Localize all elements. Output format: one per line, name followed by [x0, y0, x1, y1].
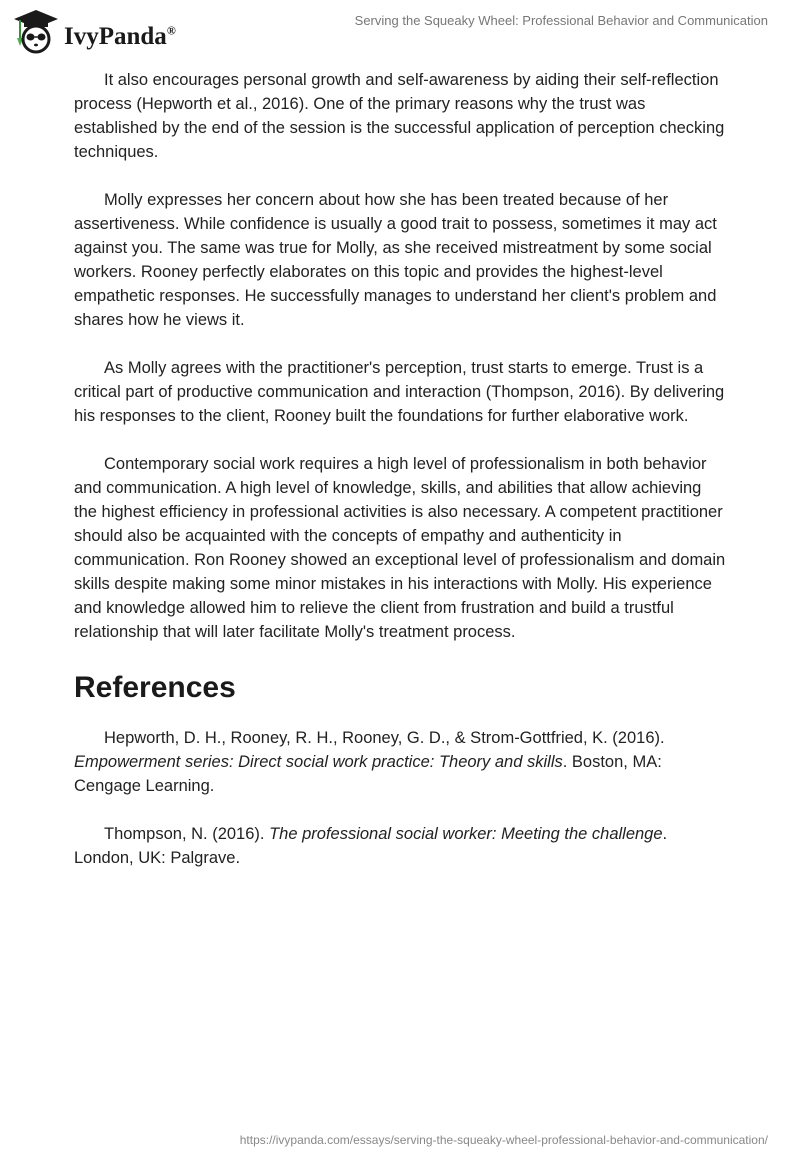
registered-mark: ® — [166, 23, 176, 38]
panda-graduate-icon — [12, 8, 60, 54]
body-paragraph: It also encourages personal growth and self-awareness by aiding their self-reflection process (Hepworth et al., 2016). One of the primary reasons why the trust was established by the end of the session is the successful application of perception checking techniques. — [74, 71, 725, 161]
reference-item — [74, 726, 726, 798]
reference-title: The professional social worker: Meeting the challenge — [269, 825, 663, 843]
references-heading: References — [74, 671, 236, 704]
reference-title: Empowerment series: Direct social work practice: Theory and skills — [74, 753, 563, 771]
page-header — [0, 0, 800, 60]
reference-publisher: . London, UK: Palgrave. — [74, 825, 668, 867]
essay-content — [74, 68, 726, 894]
ivypanda-logo[interactable] — [12, 8, 176, 54]
reference-publisher: . Boston, MA: Cengage Learning. — [74, 753, 662, 795]
reference-authors: Thompson, N. (2016). — [104, 825, 270, 843]
reference-authors: Hepworth, D. H., Rooney, R. H., Rooney, G. D., & Strom-Gottfried, K. (2016). — [104, 729, 665, 747]
logo-text — [64, 23, 176, 51]
logo-wordmark: IvyPanda — [64, 23, 167, 50]
body-paragraph: Molly expresses her concern about how she has been treated because of her assertiveness. While confidence is usually a good trait to possess, sometimes it may act against you. The same was true for Molly, as she received mistreatment by some social workers. Rooney perfectly elaborates on this topic and provides the highest-level empathetic responses. He successfully manages to understand her client's problem and shares how he views it. — [74, 191, 717, 329]
body-paragraph: Contemporary social work requires a high level of professionalism in both behavior and communication. A high level of knowledge, skills, and abilities that allow achieving the highest efficiency in professional activities is also necessary. A competent practitioner should also be acquainted with the concepts of empathy and authenticity in communication. Ron Rooney showed an exceptional level of professionalism and domain skills despite making some minor mistakes in his interactions with Molly. His experience and knowledge allowed him to relieve the client from frustration and build a trustful relationship that will later facilitate Molly's treatment process. — [74, 455, 726, 641]
document-title: Serving the Squeaky Wheel: Professional Behavior and Communication — [354, 13, 768, 28]
source-url-link[interactable]: https://ivypanda.com/essays/serving-the-squeaky-wheel-professional-behavior-and-communication/ — [239, 1133, 768, 1147]
reference-item — [74, 822, 726, 870]
body-paragraph: As Molly agrees with the practitioner's perception, trust starts to emerge. Trust is a critical part of productive communication and interaction (Thompson, 2016). By delivering his responses to the client, Rooney built the foundations for further elaborative work. — [74, 359, 725, 425]
